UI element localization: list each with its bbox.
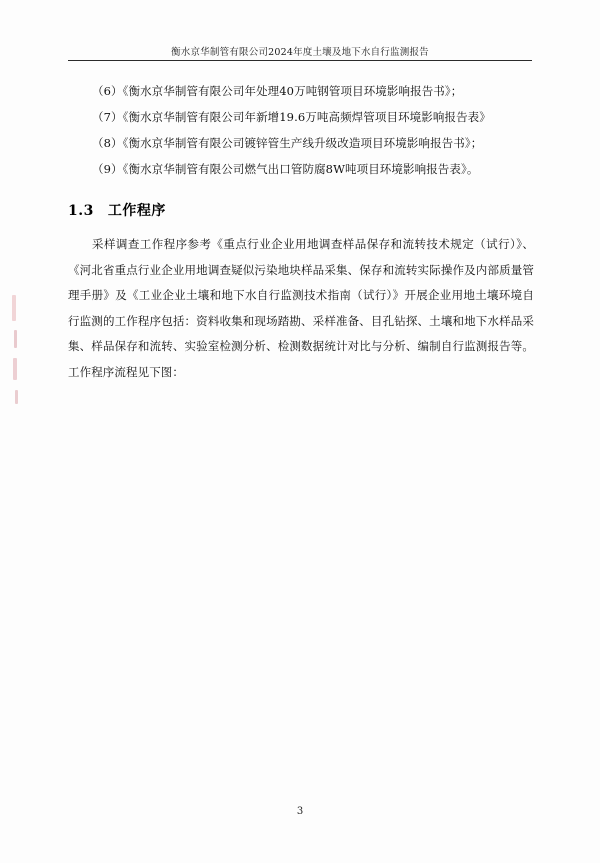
scan-artifact-mark xyxy=(13,358,17,380)
page-header: 衡水京华制管有限公司2024年度土壤及地下水自行监测报告 xyxy=(171,47,429,58)
scan-artifact-mark xyxy=(14,330,17,348)
section-number: 1.3 xyxy=(68,203,94,219)
list-item: （7）《衡水京华制管有限公司年新增19.6万吨高频焊管项目环境影响报告表》 xyxy=(92,110,491,124)
list-item: （8）《衡水京华制管有限公司镀锌管生产线升级改造项目环境影响报告书》； xyxy=(92,136,483,150)
section-heading xyxy=(68,200,534,220)
section-paragraph: 采样调查工作程序参考《重点行业企业用地调查样品保存和流转技术规定（试行）》、《河北省重点行业企业用地调查疑似污染地块样品采集、保存和流转实际操作及内部质量管理手册》及《工业企业土壤和地下水自行监测技术指南（试行）》开展企业用地土壤环境自行监测的工作程序包括：资料收集和现场踏勘、采样准备、目孔钻探、土壤和地下水样品采集、样品保存和流转、实验室检测分析、检测数据统计对比与分析、编制自行监测报告等。工作程序流程见下图： xyxy=(68,237,534,379)
document-content xyxy=(68,78,534,385)
section-title: 工作程序 xyxy=(107,203,166,219)
scan-artifact-mark xyxy=(15,390,18,404)
header-divider xyxy=(68,60,532,61)
page-number: 3 xyxy=(296,806,304,817)
list-item: （9）《衡水京华制管有限公司燃气出口管防腐8W吨项目环境影响报告表》。 xyxy=(92,162,479,176)
scan-artifact-mark xyxy=(12,295,16,321)
list-item: （6）《衡水京华制管有限公司年处理40万吨钢管项目环境影响报告书》； xyxy=(92,84,463,98)
